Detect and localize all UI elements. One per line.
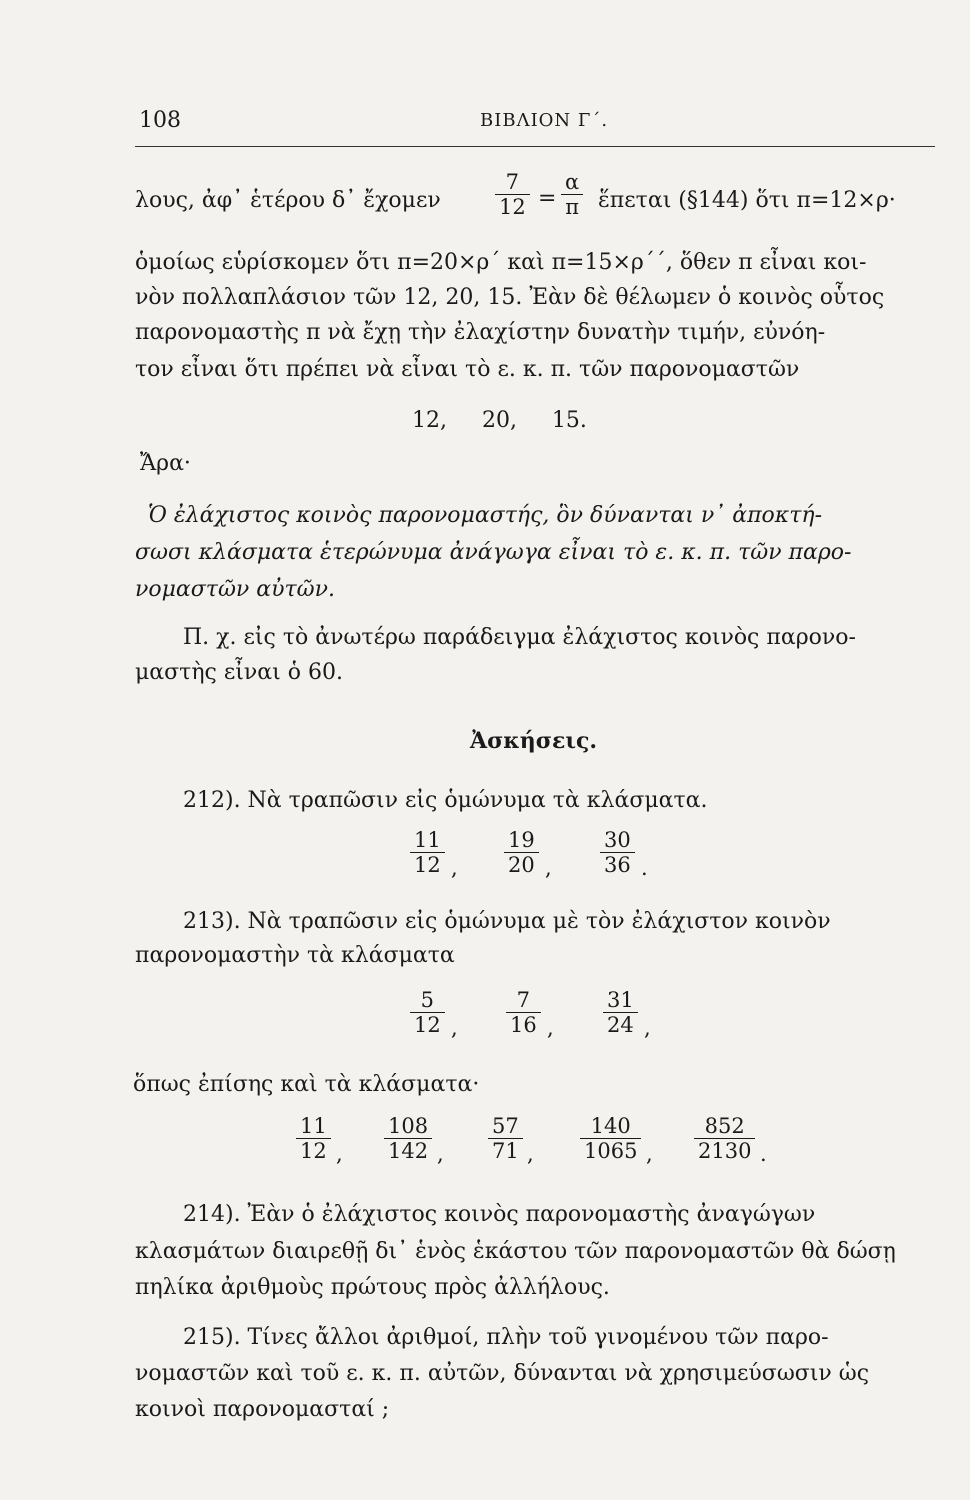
example-line-2: μαστὴς εἶναι ὁ 60.	[135, 660, 343, 685]
intro-line-4: παρονομαστὴς π νὰ ἔχῃ τὴν ἐλαχίστην δυνατὴν τιμήν, εὐνόη-	[135, 320, 826, 345]
ex213b-fraction-2	[384, 1114, 432, 1163]
intro-fraction-alpha-pi	[561, 170, 583, 219]
comma: ,	[336, 1142, 343, 1166]
exercises-title: Ἀσκήσεις.	[470, 728, 598, 754]
denominators-list: 12, 20, 15.	[412, 408, 587, 433]
fraction-denominator: 12	[410, 1012, 445, 1037]
exercise-212-text: 212). Νὰ τραπῶσιν εἰς ὁμώνυμα τὰ κλάσματα.	[183, 788, 708, 813]
example-line-1: Π. χ. εἰς τὸ ἀνωτέρω παράδειγμα ἐλάχιστος κοινὸς παρονο-	[183, 625, 856, 650]
fraction-numerator: 7	[505, 170, 520, 194]
rule-line-3: νομαστῶν αὐτῶν.	[135, 577, 335, 602]
intro-fraction-7-12	[495, 170, 530, 219]
comma: ,	[547, 1016, 554, 1040]
exercise-214-line-1: 214). Ἐὰν ὁ ἐλάχιστος κοινὸς παρονομαστὴς ἀναγώγων	[183, 1202, 816, 1227]
ex213-fraction-1	[410, 988, 445, 1037]
comma: ,	[451, 1016, 458, 1040]
fraction-denominator: 24	[603, 1012, 638, 1037]
fraction-denominator: 20	[504, 852, 539, 877]
fraction-numerator: 852	[704, 1114, 745, 1138]
header-rule	[135, 146, 935, 147]
fraction-numerator: 19	[508, 828, 535, 852]
exercise-215-line-2: νομαστῶν καὶ τοῦ ε. κ. π. αὐτῶν, δύνανται νὰ χρησιμεύσωσιν ὡς	[135, 1361, 870, 1386]
exercise-214-line-3: πηλίκα ἀριθμοὺς πρώτους πρὸς ἀλλήλους.	[135, 1275, 610, 1300]
fraction-numerator: 30	[604, 828, 631, 852]
ex213b-fraction-1	[296, 1114, 331, 1163]
ex213b-fraction-5	[694, 1114, 755, 1163]
comma: ,	[644, 1016, 651, 1040]
fraction-denominator: 1065	[580, 1138, 641, 1163]
period: .	[641, 856, 648, 880]
fraction-denominator: 2130	[694, 1138, 755, 1163]
ara-label: Ἄρα·	[140, 451, 191, 476]
equals-sign: =	[538, 186, 557, 211]
exercise-215-line-3: κοινοὶ παρονομασταί ;	[135, 1397, 390, 1422]
exercise-213-line-3: ὅπως ἐπίσης καὶ τὰ κλάσματα·	[133, 1072, 480, 1097]
intro-line-2: ὁμοίως εὑρίσκομεν ὅτι π=20×ρ΄ καὶ π=15×ρ΄΄, ὅθεν π εἶναι κοι-	[135, 250, 867, 275]
fraction-numerator: 57	[492, 1114, 519, 1138]
comma: ,	[545, 856, 552, 880]
comma: ,	[527, 1142, 534, 1166]
comma: ,	[646, 1142, 653, 1166]
fraction-numerator: 31	[607, 988, 634, 1012]
rule-line-2: σωσι κλάσματα ἑτερώνυμα ἀνάγωγα εἶναι τὸ ε. κ. π. τῶν παρο-	[135, 540, 852, 565]
fraction-denominator: 142	[384, 1138, 432, 1163]
intro-line-1-after: ἕπεται (§144) ὅτι π=12×ρ·	[598, 188, 896, 213]
period: .	[760, 1142, 767, 1166]
fraction-denominator: 12	[495, 194, 530, 219]
fraction-numerator: 11	[300, 1114, 327, 1138]
fraction-denominator: π	[561, 194, 583, 219]
ex213b-fraction-4	[580, 1114, 641, 1163]
page-number: 108	[139, 108, 181, 133]
fraction-numerator: 108	[388, 1114, 429, 1138]
fraction-numerator: 140	[590, 1114, 631, 1138]
running-head: ΒΙΒΛΙΟΝ Γ΄.	[480, 110, 609, 131]
comma: ,	[437, 1142, 444, 1166]
fraction-numerator: 5	[420, 988, 435, 1012]
ex212-fraction-3	[600, 828, 635, 877]
rule-line-1: Ὁ ἐλάχιστος κοινὸς παρονομαστής, ὃν δύνανται ν᾽ ἀποκτή-	[148, 503, 823, 528]
exercise-213-line-1: 213). Νὰ τραπῶσιν εἰς ὁμώνυμα μὲ τὸν ἐλάχιστον κοινὸν	[183, 909, 831, 934]
intro-line-3: νὸν πολλαπλάσιον τῶν 12, 20, 15. Ἐὰν δὲ θέλωμεν ὁ κοινὸς οὗτος	[135, 285, 885, 310]
fraction-denominator: 12	[296, 1138, 331, 1163]
ex213-fraction-3	[603, 988, 638, 1037]
intro-line-5: τον εἶναι ὅτι πρέπει νὰ εἶναι τὸ ε. κ. π. τῶν παρονομαστῶν	[135, 357, 800, 382]
fraction-numerator: 11	[414, 828, 441, 852]
ex213b-fraction-3	[488, 1114, 523, 1163]
fraction-denominator: 12	[410, 852, 445, 877]
exercise-215-line-1: 215). Τίνες ἄλλοι ἀριθμοί, πλὴν τοῦ γινομένου τῶν παρο-	[183, 1325, 829, 1350]
fraction-denominator: 36	[600, 852, 635, 877]
ex212-fraction-2	[504, 828, 539, 877]
ex213-fraction-2	[506, 988, 541, 1037]
fraction-denominator: 16	[506, 1012, 541, 1037]
ex212-fraction-1	[410, 828, 445, 877]
comma: ,	[451, 856, 458, 880]
page-header	[135, 108, 935, 138]
exercise-213-line-2: παρονομαστὴν τὰ κλάσματα	[135, 943, 455, 968]
exercise-214-line-2: κλασμάτων διαιρεθῇ δι᾽ ἑνὸς ἑκάστου τῶν παρονομαστῶν θὰ δώσῃ	[135, 1239, 896, 1264]
fraction-numerator: α	[565, 170, 580, 194]
fraction-denominator: 71	[488, 1138, 523, 1163]
intro-line-1-before: λους, ἀφ᾽ ἑτέρου δ᾽ ἔχομεν	[135, 188, 441, 213]
fraction-numerator: 7	[516, 988, 531, 1012]
